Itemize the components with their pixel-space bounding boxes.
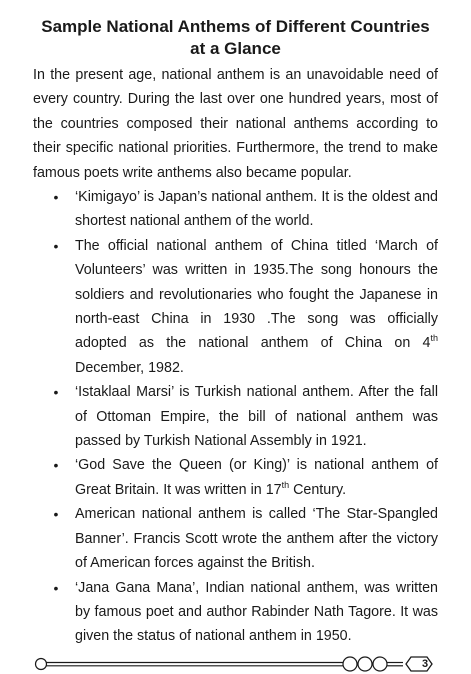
list-item	[33, 234, 438, 380]
footer-chain-circle-2	[358, 657, 372, 671]
footer-left-circle	[36, 659, 47, 670]
bullet-icon: •	[53, 384, 59, 401]
page-title-line-1: Sample National Anthems of Different Countries	[41, 17, 430, 36]
bullet-icon: •	[53, 237, 59, 254]
page-number: 3	[421, 658, 429, 670]
footer-ornament	[34, 656, 439, 672]
list-item-text-end: December, 1982.	[75, 359, 184, 376]
intro-paragraph: In the present age, national anthem is an unavoidable need of every country. During the last over one hundred years, most of the countries composed their national anthems according to their specific national priorities. Furthermore, the trend to make famous poets write anthems also became popular.	[33, 67, 438, 181]
list-item-text: ‘Jana Gana Mana’, Indian national anthem, was written by famous poet and author Rabinder Nath Tagore. It was given the status of national anthem in 1950.	[75, 579, 438, 645]
list-item	[33, 185, 438, 234]
bullet-icon: •	[53, 189, 59, 205]
list-item-text: ‘Istaklaal Marsi’ is Turkish national anthem. After the fall of Ottoman Empire, the bill of national anthem was passed by Turkish National Assembly in 1921.	[75, 384, 438, 450]
bullet-icon: •	[53, 579, 59, 596]
list-item	[33, 380, 438, 453]
list-item	[33, 502, 438, 575]
list-item-text: American national anthem is called ‘The Star-Spangled Banner’. Francis Scott wrote the anthem after the victory of American forces against the British.	[75, 506, 438, 572]
page-title-line-2: at a Glance	[190, 39, 281, 58]
bullet-icon: •	[53, 457, 59, 474]
list-item-text: The official national anthem of China titled ‘March of Volunteers’ was written in 1935.The song honours the soldiers and revolutionaries who fought the Japanese in north-east China in 1930 .The song was officially adopted as the national anthem of China on 4	[75, 237, 438, 352]
ordinal-suffix: th	[281, 479, 290, 490]
list-item-text-end: Century.	[289, 481, 347, 498]
anthem-list	[33, 185, 438, 649]
footer-chain-circle-1	[343, 657, 357, 671]
list-item-text: ‘God Save the Queen (or King)’ is national anthem of Great Britain. It was written in 17	[75, 457, 438, 498]
list-item	[33, 576, 438, 649]
list-item	[33, 453, 438, 502]
bullet-icon: •	[53, 506, 59, 523]
list-item-text: ‘Kimigayo’ is Japan’s national anthem. It is the oldest and shortest national anthem of the world.	[75, 189, 438, 230]
page-title	[0, 16, 471, 60]
ordinal-suffix: th	[430, 333, 438, 344]
footer-chain-circle-3	[373, 657, 387, 671]
